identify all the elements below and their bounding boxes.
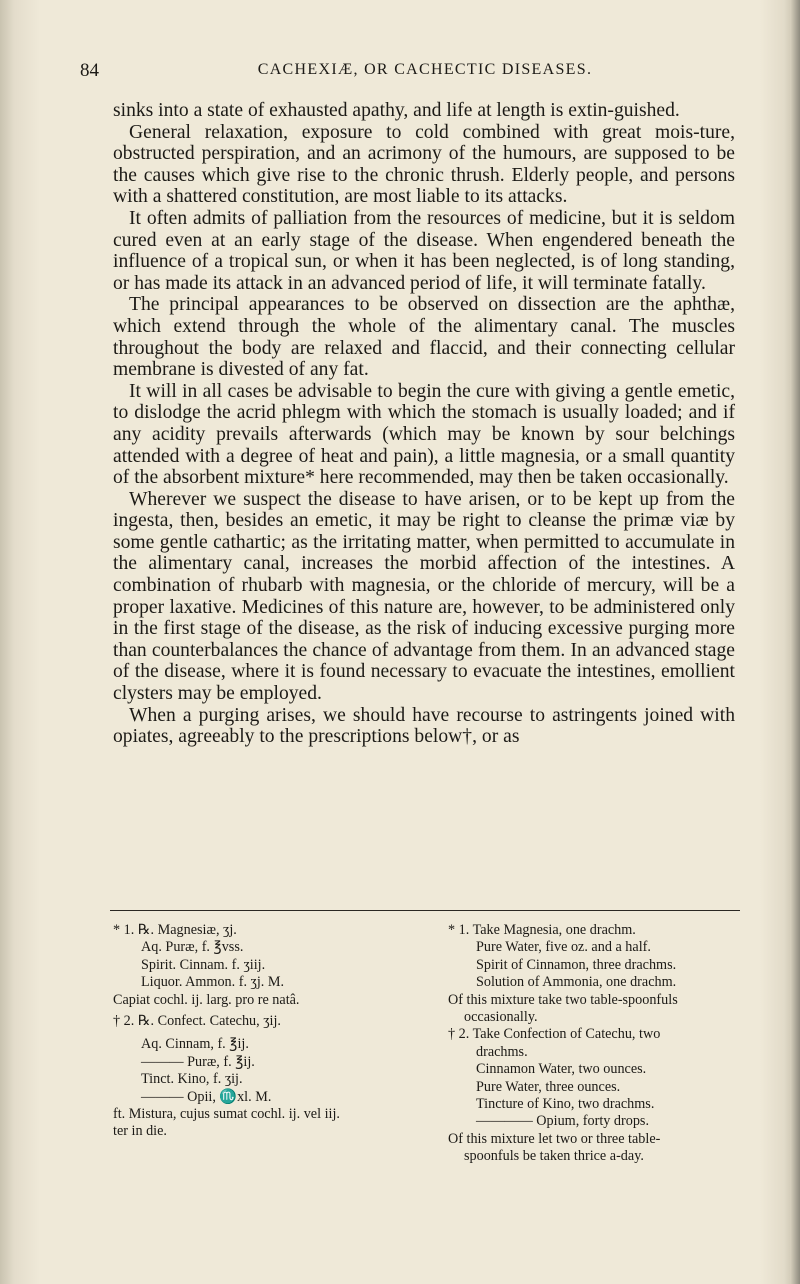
paragraph: When a purging arises, we should have recourse to astringents joined with opiates, agreeably to the prescriptions below†, or as <box>113 704 735 748</box>
footnote-line: Liquor. Ammon. f. ʒj. M. <box>141 974 285 991</box>
footnote-line: occasionally. <box>464 1009 538 1026</box>
footnote-line: Spirit. Cinnam. f. ʒiij. <box>141 956 266 973</box>
footnote-line: ———— Opium, forty drops. <box>476 1113 650 1130</box>
running-title: CACHEXIÆ, OR CACHECTIC DISEASES. <box>257 61 593 78</box>
paragraph: It will in all cases be advisable to begin the cure with giving a gentle emetic, to dislodge the acrid phlegm with which the stomach is usually loaded; and if any acidity prevails afterwards (which may be known by sour belchings attended with a degree of heat and pain), a little magnesia, or a small quantity of the absorbent mixture* here recommended, may then be taken occasionally. <box>113 380 735 489</box>
footnote-line: Pure Water, three ounces. <box>476 1078 621 1095</box>
page-number: 84 <box>80 60 99 81</box>
footnote-line: Solution of Ammonia, one drachm. <box>476 974 677 991</box>
footnote-line: * 1. ℞. Magnesiæ, ʒj. <box>113 922 237 938</box>
footnote-line: Of this mixture let two or three table- <box>448 1130 661 1147</box>
main-text <box>113 100 735 748</box>
footnotes-english <box>448 922 748 1166</box>
paragraph: The principal appearances to be observed on dissection are the aphthæ, which extend through the whole of the alimentary canal. The muscles throughout the body are relaxed and flaccid, and their connecting cellular membrane is divested of any fat. <box>113 294 735 381</box>
footnote-line: ——— Puræ, f. ℥ij. <box>141 1053 255 1070</box>
footnote-line: † 2. ℞. Confect. Catechu, ʒij. <box>113 1013 281 1030</box>
footnote-line: ter in die. <box>113 1123 167 1140</box>
footnote-divider <box>110 910 740 911</box>
page-header <box>80 60 770 90</box>
footnote-line: * 1. Take Magnesia, one drachm. <box>448 922 636 938</box>
footnotes-latin <box>113 922 431 1141</box>
footnote-line: spoonfuls be taken thrice a-day. <box>464 1148 644 1165</box>
footnote-line: ——— Opii, ♏xl. M. <box>141 1088 272 1105</box>
footnote-line: Capiat cochl. ij. larg. pro re natâ. <box>113 991 300 1008</box>
footnote-line: Aq. Cinnam, f. ℥ij. <box>141 1036 249 1053</box>
paragraph: sinks into a state of exhausted apathy, and life at length is extin-guished. <box>113 100 680 121</box>
footnote-line: Of this mixture take two table-spoonfuls <box>448 991 678 1008</box>
footnote-line: Spirit of Cinnamon, three drachms. <box>476 956 677 973</box>
footnote-line: ft. Mistura, cujus sumat cochl. ij. vel iij. <box>113 1106 340 1123</box>
footnote-line: Cinnamon Water, two ounces. <box>476 1061 647 1078</box>
footnote-line: Aq. Puræ, f. ℥vss. <box>141 939 244 956</box>
footnote-line: drachms. <box>476 1043 528 1060</box>
paragraph: General relaxation, exposure to cold combined with great mois-ture, obstructed perspiration, and an acrimony of the humours, are supposed to be the causes which give rise to the chronic thrush. Elderly people, and persons with a shattered constitution, are most liable to its attacks. <box>113 121 735 208</box>
footnote-line: † 2. Take Confection of Catechu, two <box>448 1026 661 1043</box>
footnote-line: Tinct. Kino, f. ʒij. <box>141 1071 243 1088</box>
paragraph: It often admits of palliation from the resources of medicine, but it is seldom cured even at an early stage of the disease. When engendered beneath the influence of a tropical sun, or when it has been neglected, is of long standing, or has made its attack in an advanced period of life, it will terminate fatally. <box>113 207 735 294</box>
footnote-line: Tincture of Kino, two drachms. <box>476 1096 655 1113</box>
paragraph: Wherever we suspect the disease to have arisen, or to be kept up from the ingesta, then, besides an emetic, it may be right to cleanse the primæ viæ by some gentle cathartic; as the irritating matter, when permitted to accumulate in the alimentary canal, increases the morbid affection of the intestines. A combination of rhubarb with magnesia, or the chloride of mercury, will be a proper laxative. Medicines of this nature are, however, to be administered only in the first stage of the disease, as the risk of inducing excessive purging more than counterbalances the chance of advantage from them. In an advanced stage of the disease, where it is found necessary to evacuate the intestines, emollient clysters may be employed. <box>113 488 735 705</box>
footnote-line: Pure Water, five oz. and a half. <box>476 939 651 956</box>
page-edge-shadow <box>790 0 800 1284</box>
